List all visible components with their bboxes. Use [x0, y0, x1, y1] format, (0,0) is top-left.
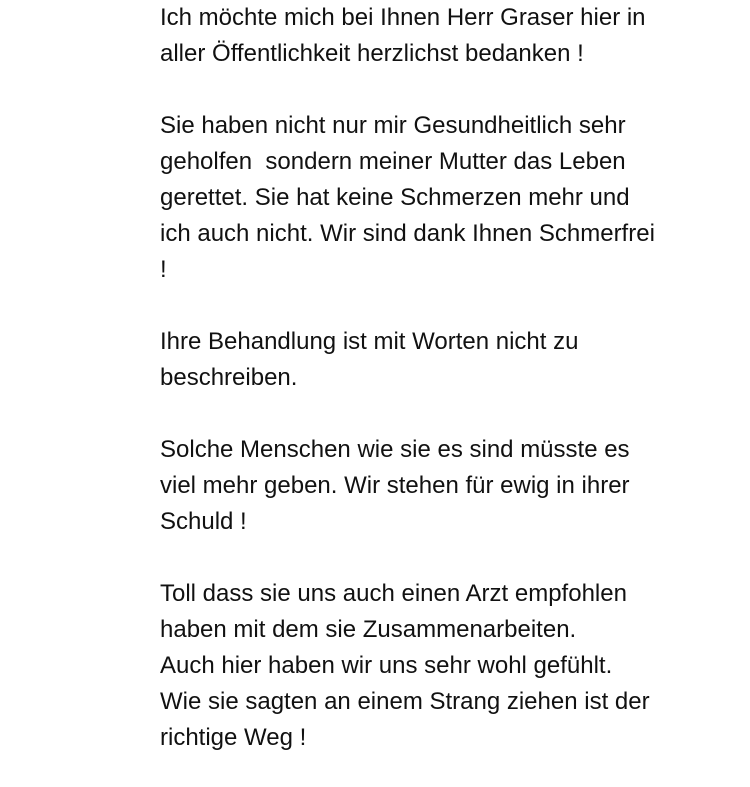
text-line: !	[160, 256, 167, 283]
text-line: viel mehr geben. Wir stehen für ewig in ihrer	[160, 472, 630, 499]
text-line: richtige Weg !	[160, 724, 307, 751]
paragraph-help	[160, 108, 720, 288]
text-line: ich auch nicht. Wir sind dank Ihnen Schmerfrei	[160, 220, 655, 247]
paragraph-gap	[160, 540, 720, 576]
text-line: Ihre Behandlung ist mit Worten nicht zu	[160, 328, 579, 355]
text-line: aller Öffentlichkeit herzlichst bedanken !	[160, 40, 584, 67]
paragraph-people	[160, 432, 720, 540]
text-line: Auch hier haben wir uns sehr wohl gefühlt.	[160, 652, 613, 679]
text-line: geholfen sondern meiner Mutter das Leben	[160, 148, 626, 175]
paragraph-gap	[160, 288, 720, 324]
paragraph-thanks	[160, 0, 720, 72]
message-body	[160, 0, 720, 756]
text-line: Ich möchte mich bei Ihnen Herr Graser hier in	[160, 4, 646, 31]
text-line: beschreiben.	[160, 364, 298, 391]
text-line: Schuld !	[160, 508, 247, 535]
paragraph-gap	[160, 72, 720, 108]
paragraph-gap	[160, 396, 720, 432]
text-line: haben mit dem sie Zusammenarbeiten.	[160, 616, 577, 643]
text-line: Solche Menschen wie sie es sind müsste es	[160, 436, 630, 463]
text-line: Sie haben nicht nur mir Gesundheitlich sehr	[160, 112, 626, 139]
paragraph-doctor	[160, 576, 720, 756]
paragraph-treatment	[160, 324, 720, 396]
text-line: Wie sie sagten an einem Strang ziehen ist der	[160, 688, 650, 715]
text-line: Toll dass sie uns auch einen Arzt empfohlen	[160, 580, 627, 607]
text-line: gerettet. Sie hat keine Schmerzen mehr und	[160, 184, 630, 211]
